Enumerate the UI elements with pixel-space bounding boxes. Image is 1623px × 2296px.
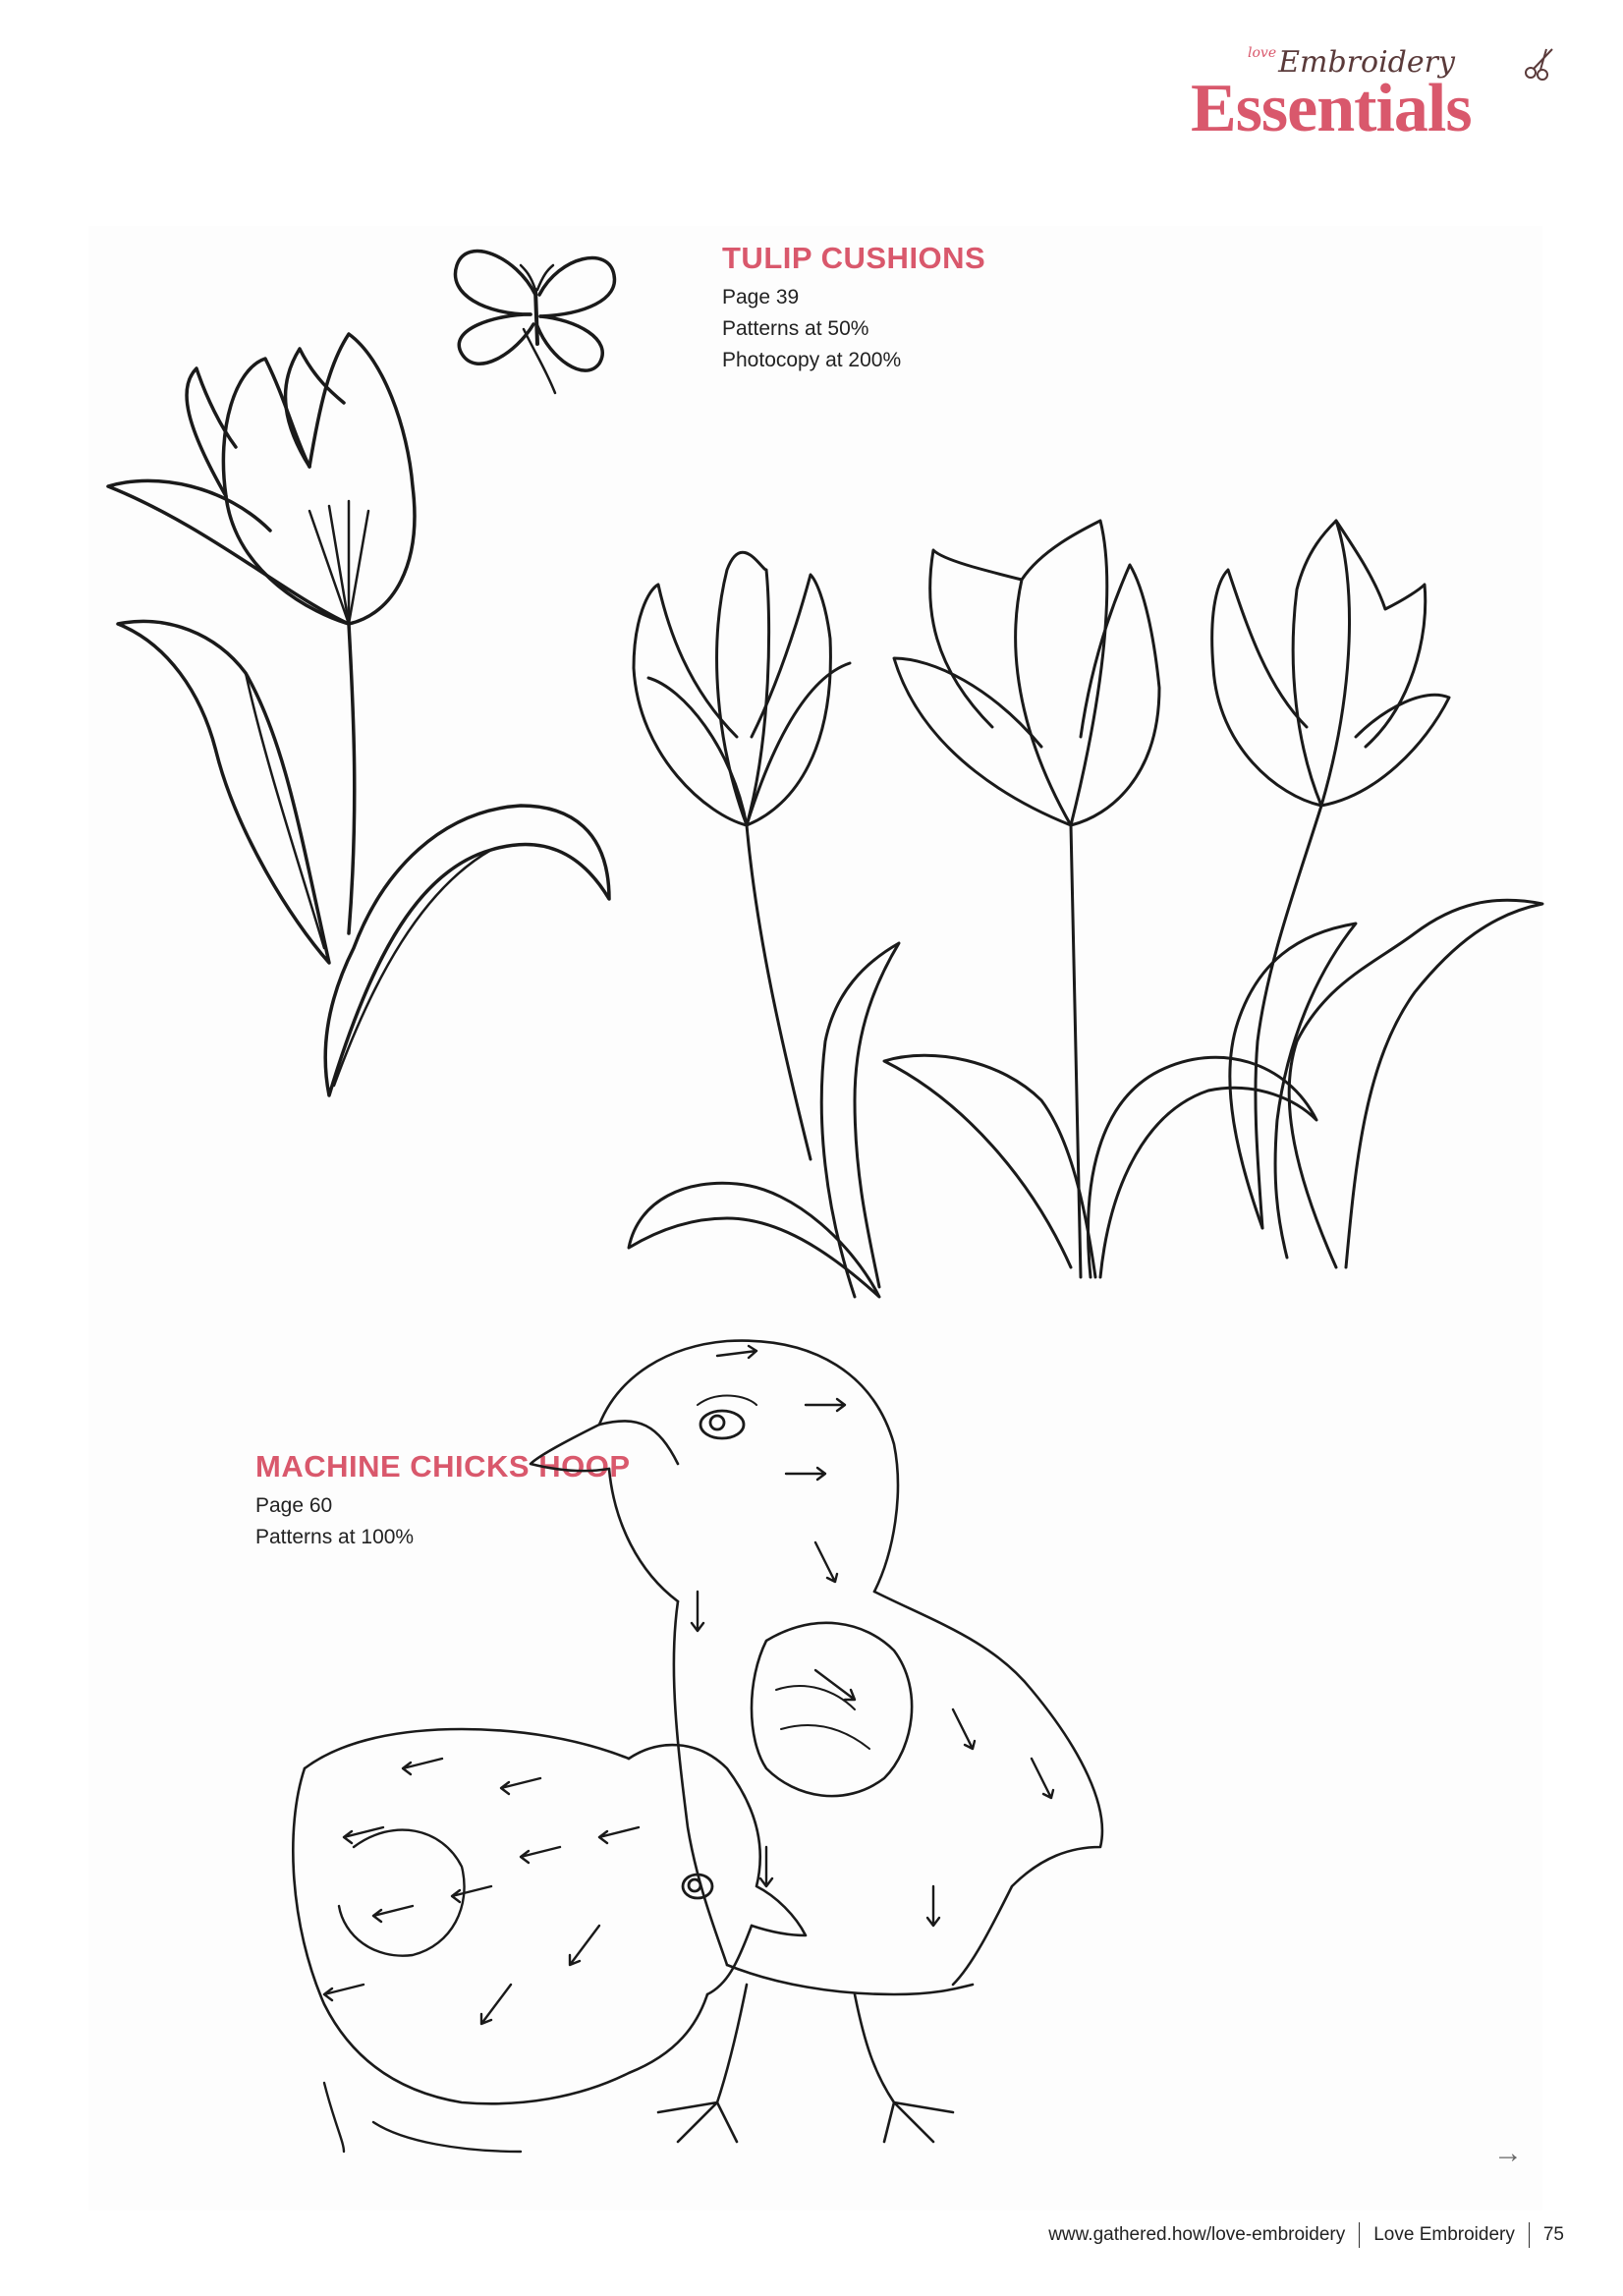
- page-footer: [1048, 2222, 1564, 2248]
- logo-love: love: [1248, 45, 1277, 61]
- caption-line: Photocopy at 200%: [722, 349, 902, 371]
- caption-line: Patterns at 50%: [722, 317, 869, 340]
- section-title: MACHINE CHICKS HOOP: [255, 1449, 631, 1484]
- tulip-cushions-caption: [722, 241, 985, 376]
- caption-line: Patterns at 100%: [255, 1526, 415, 1548]
- footer-divider: [1529, 2222, 1530, 2248]
- footer-divider: [1359, 2222, 1360, 2248]
- arrow-right-icon: →: [1493, 2137, 1523, 2169]
- large-tulip-pattern: [88, 319, 639, 1115]
- scissors-icon: [1521, 43, 1560, 83]
- caption-line: Page 39: [722, 286, 800, 308]
- chicks-pattern: [265, 1297, 1366, 2181]
- section-title: TULIP CUSHIONS: [722, 241, 986, 275]
- footer-magazine: Love Embroidery: [1373, 2224, 1515, 2245]
- logo-embroidery: Embroidery: [1278, 45, 1455, 80]
- three-tulips-pattern: [609, 491, 1592, 1307]
- caption-line: Page 60: [255, 1494, 333, 1517]
- page-number: 75: [1542, 2224, 1564, 2245]
- masthead-logo: [1191, 39, 1564, 147]
- logo-title: Essentials: [1191, 71, 1472, 146]
- footer-url: www.gathered.how/love-embroidery: [1048, 2224, 1346, 2245]
